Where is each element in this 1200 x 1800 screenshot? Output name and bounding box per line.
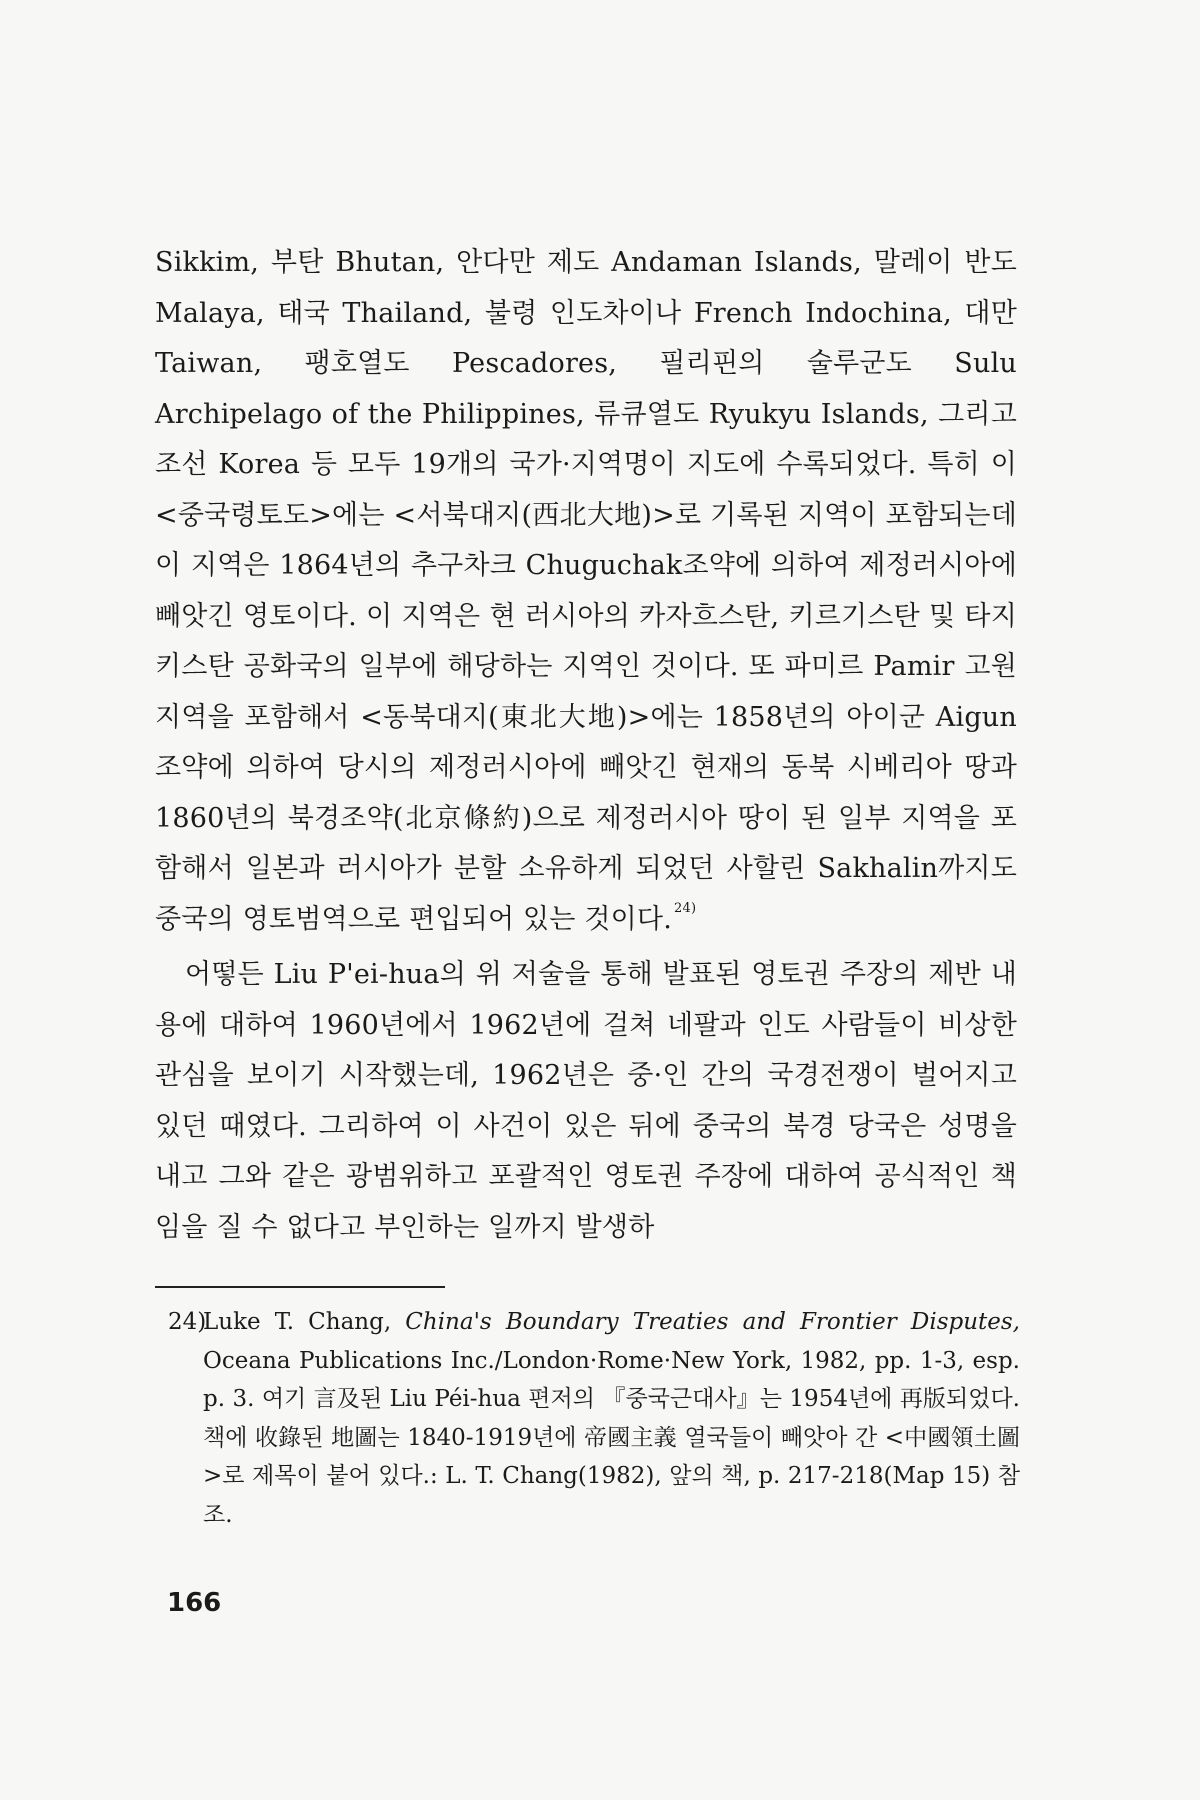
paragraph-2: 어떻든 Liu P'ei-hua의 위 저술을 통해 발표된 영토권 주장의 제반 내용에 대하여 1960년에서 1962년에 걸쳐 네팔과 인도 사람들이 비상한 관심을 보이기 시작했는데, 1962년은 중·인 간의 국경전쟁이 벌어지고 있던 때였다. 그리하여 이 사건이 있은 뒤에 중국의 북경 당국은 성명을 내고 그와 같은 광범위하고 포괄적인 영토권 주장에 대하여 공식적인 책임을 질 수 없다고 부인하는 일까지 발생하 (155, 959, 1017, 1243)
footnote-number: 24) (168, 1309, 207, 1335)
page-number: 166 (167, 1588, 222, 1618)
footnote-text: Oceana Publications Inc./London·Rome·New York, 1982, pp. 1-3, esp. p. 3. 여기 言及된 Liu Péi-hua 편저의 『중국근대사』는 1954년에 再版되었다. 책에 收錄된 地圖는 1840-1919년에 帝國主義 열국들이 빼앗아 간 <中國領土圖>로 제목이 붙어 있다.: L. T. Chang(1982), 앞의 책, p. 217-218(Map 15) 참조. (203, 1347, 1020, 1528)
footnote-title: China's Boundary Treaties and Frontier Disputes, (405, 1309, 1020, 1335)
footnote-citation (203, 1303, 1020, 1534)
footnote-divider (155, 1286, 445, 1288)
footnote (168, 1303, 1020, 1534)
main-text (155, 238, 1017, 1253)
paragraph-1-text: Sikkim, 부탄 Bhutan, 안다만 제도 Andaman Islands, 말레이 반도 Malaya, 태국 Thailand, 불령 인도차이나 French Indochina, 대만 Taiwan, 팽호열도 Pescadores, 필리핀의 술루군도 Sulu Archipelago of the Philippines, 류큐열도 Ryukyu Islands, 그리고 조선 Korea 등 모두 19개의 국가·지역명이 지도에 수록되었다. 특히 이 <중국령토도>에는 <서북대지(西北大地)>로 기록된 지역이 포함되는데 이 지역은 1864년의 추구차크 Chuguchak조약에 의하여 제정러시아에 빼앗긴 영토이다. 이 지역은 현 러시아의 카자흐스탄, 키르기스탄 및 타지키스탄 공화국의 일부에 해당하는 지역인 것이다. 또 파미르 Pamir 고원지역을 포함해서 <동북대지(東北大地)>에는 1858년의 아이군 Aigun조약에 의하여 당시의 제정러시아에 빼앗긴 현재의 동북 시베리아 땅과 1860년의 북경조약(北京條約)으로 제정러시아 땅이 된 일부 지역을 포함해서 일본과 러시아가 분할 소유하게 되었던 사할린 Sakhalin까지도 중국의 영토범역으로 편입되어 있는 것이다. (155, 247, 1017, 935)
paragraph-1 (155, 238, 1017, 950)
footnote-body (203, 1303, 1020, 1534)
footnote-author: Luke T. Chang, (203, 1309, 392, 1335)
footnote-reference: 24) (674, 900, 697, 916)
